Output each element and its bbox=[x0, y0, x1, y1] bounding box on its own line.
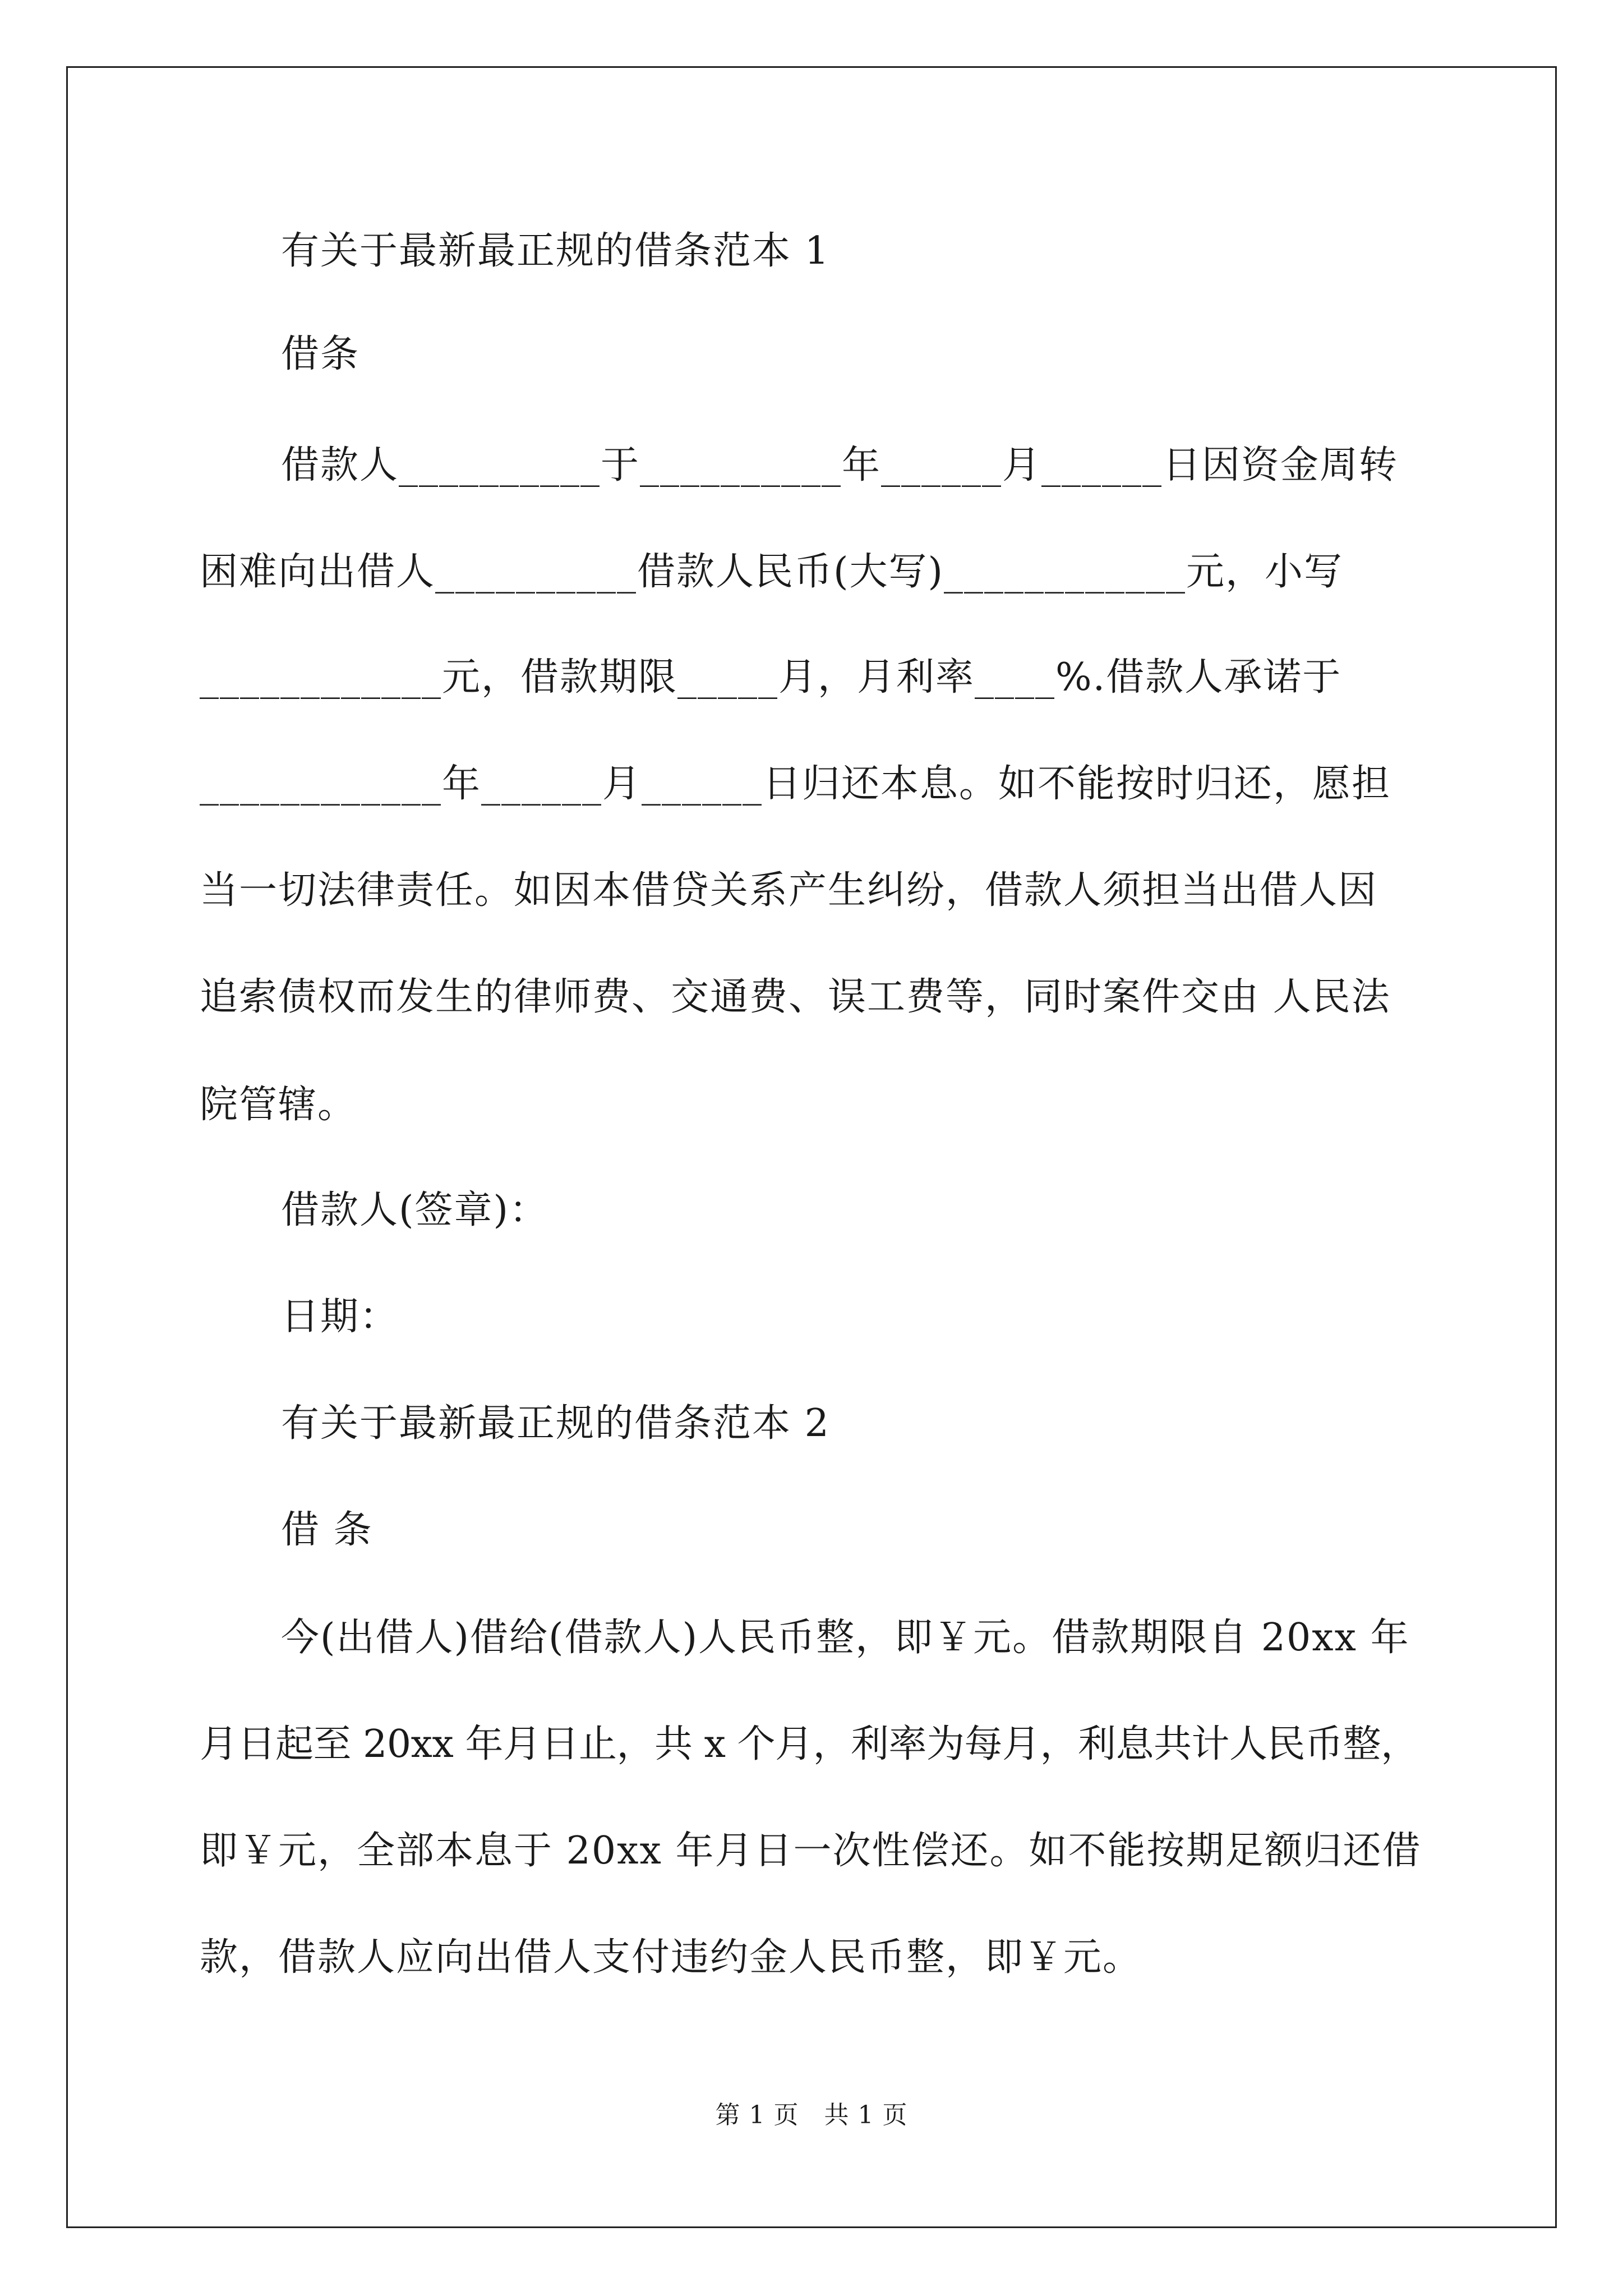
section-1-paragraph-line: ____________年______月______日归还本息。如不能按时归还，愿担 bbox=[200, 762, 1391, 806]
section-2-paragraph-line: 款，借款人应向出借人支付违约金人民币整，即￥元。 bbox=[200, 1935, 1142, 1980]
section-2-paragraph-line: 今(出借人)借给(借款人)人民币整，即￥元。借款期限自 20xx 年 bbox=[281, 1616, 1410, 1660]
page-border bbox=[66, 66, 1557, 2228]
section-2-paragraph-line: 即￥元，全部本息于 20xx 年月日一次性偿还。如不能按期足额归还借 bbox=[200, 1829, 1422, 1873]
page-number-footer: 第 1 页 共 1 页 bbox=[715, 2101, 908, 2129]
section-1-paragraph-line: ____________元，借款期限_____月，月利率____%.借款人承诺于 bbox=[200, 655, 1342, 700]
section-1-paragraph-line: 困难向出借人__________借款人民币(大写)____________元，小写 bbox=[200, 550, 1344, 594]
section-1-paragraph-line: 院管辖。 bbox=[200, 1083, 357, 1127]
date-line: 日期： bbox=[281, 1295, 399, 1339]
section-2-paragraph-line: 月日起至 20xx 年月日止，共 x 个月，利率为每月，利息共计人民币整， bbox=[200, 1722, 1419, 1766]
section-1-paragraph-line: 当一切法律责任。如因本借贷关系产生纠纷，借款人须担当出借人因 bbox=[200, 868, 1378, 913]
section-1-paragraph-line: 追索债权而发生的律师费、交通费、误工费等，同时案件交由 人民法 bbox=[200, 975, 1391, 1019]
section-1-heading: 借条 bbox=[281, 332, 360, 376]
section-2-title: 有关于最新最正规的借条范本 2 bbox=[281, 1401, 830, 1446]
borrower-signature-line: 借款人(签章)： bbox=[281, 1188, 549, 1232]
section-1-paragraph-line: 借款人__________于__________年______月______日因资金周转 bbox=[281, 443, 1399, 487]
section-2-heading: 借 条 bbox=[281, 1508, 373, 1552]
section-1-title: 有关于最新最正规的借条范本 1 bbox=[281, 229, 830, 273]
